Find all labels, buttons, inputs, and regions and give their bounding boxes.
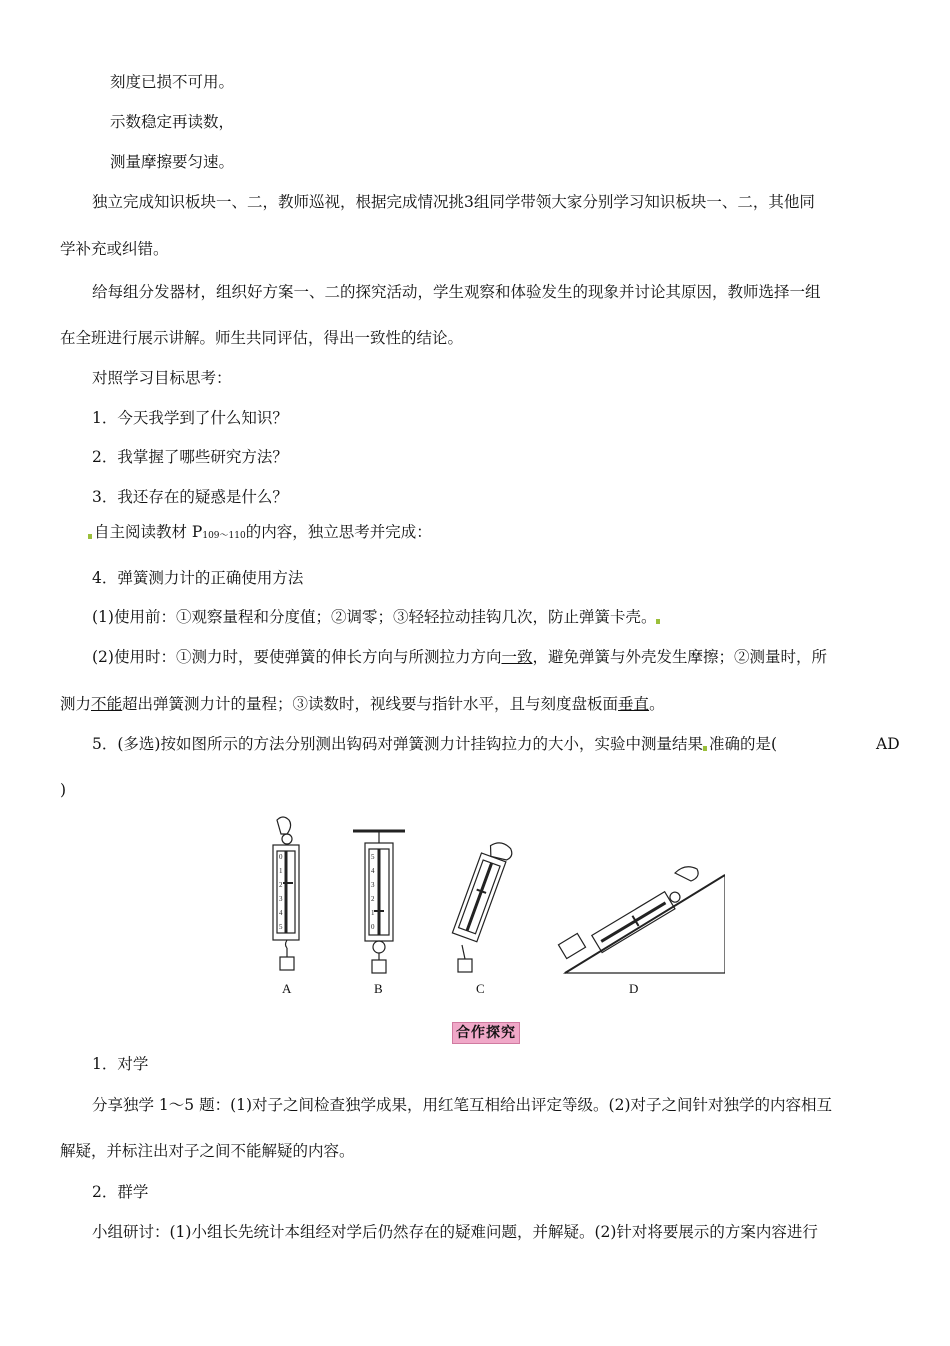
tick-label: 1 <box>371 909 375 917</box>
paragraph-line: 解疑，并标注出对子之间不能解疑的内容。 <box>60 1142 355 1160</box>
scale-a <box>273 817 299 970</box>
paragraph-line: 在全班进行展示讲解。师生共同评估，得出一致性的结论。 <box>60 329 464 347</box>
paragraph-line: 独立完成知识板块一、二，教师巡视，根据完成情况挑3组同学带领大家分别学习知识板块一、二，其他同 <box>92 193 815 211</box>
tick-label: 2 <box>371 895 375 903</box>
answer-blank: 垂直 <box>618 695 650 713</box>
figure-label-c: C <box>476 981 485 996</box>
item-4-heading: 4．弹簧测力计的正确使用方法 <box>92 569 304 587</box>
tick-label: 5 <box>279 923 283 931</box>
spring-scale-figure <box>255 815 725 1000</box>
paragraph-line: 给每组分发器材，组织好方案一、二的探究活动，学生观察和体验发生的现象并讨论其原因，教师选择一组 <box>92 283 821 301</box>
text-line: 刻度已损不可用。 <box>110 73 235 91</box>
incline-surface <box>565 875 725 973</box>
block <box>558 933 585 958</box>
paragraph-line: 小组研讨：(1)小组长先统计本组经对学后仍然存在的疑难问题，并解疑。(2)针对将要展示的方案内容进行 <box>92 1223 818 1241</box>
hand-icon <box>277 817 291 834</box>
tick-label: 0 <box>279 853 283 861</box>
page-range: 109～110 <box>202 531 246 541</box>
tick-label: 3 <box>279 895 283 903</box>
spring <box>601 903 665 942</box>
tick-label: 1 <box>279 867 283 875</box>
tick-label: 2 <box>279 881 283 889</box>
text-line: 测量摩擦要匀速。 <box>110 153 235 171</box>
figure-label-b: B <box>374 981 383 996</box>
tick-label: 0 <box>371 923 375 931</box>
spring <box>467 863 492 931</box>
paragraph-line: 分享独学 1～5 题：(1)对子之间检查独学成果，用红笔互相给出评定等级。(2)对子之间针对独学的内容相互 <box>92 1096 832 1114</box>
tick-label: 5 <box>371 853 375 861</box>
weight-block <box>372 960 386 973</box>
ring <box>373 941 385 953</box>
usage-during-line-1: (2)使用时：①测力时，要使弹簧的伸长方向与所测拉力方向一致，避免弹簧与外壳发生摩擦；②测量时，所 <box>92 648 827 666</box>
string <box>462 945 465 959</box>
section-2-heading: 2．群学 <box>92 1183 149 1201</box>
question-3: 3．我还存在的疑惑是什么？ <box>92 488 288 506</box>
question-5: 5．(多选)按如图所示的方法分别测出钩码对弹簧测力计挂钩拉力的大小，实验中测量结果 准确的是( <box>92 735 778 753</box>
ring <box>282 834 292 844</box>
tick-label: 3 <box>371 881 375 889</box>
marker-dot <box>703 746 707 751</box>
usage-before: (1)使用前：①观察量程和分度值；②调零；③轻轻拉动挂钩几次，防止弹簧卡壳。 <box>92 607 662 627</box>
section-badge: 合作探究 <box>452 1022 520 1044</box>
section-1-heading: 1．对学 <box>92 1055 149 1073</box>
figure-label-a: A <box>282 981 292 996</box>
usage-during-line-2: 测力不能超出弹簧测力计的量程；③读数时，视线要与指针水平，且与刻度盘板面垂直。 <box>60 695 665 713</box>
weight-block <box>280 957 294 970</box>
scale-c <box>452 838 514 943</box>
reflection-heading: 对照学习目标思考： <box>92 369 232 387</box>
weight-block <box>458 959 472 972</box>
scale-d <box>558 867 725 973</box>
answer-blank: 一致 <box>501 648 533 666</box>
text-line: 示数稳定再读数， <box>110 113 235 131</box>
scale-b <box>353 831 405 973</box>
question-1: 1．今天我学到了什么知识？ <box>92 409 288 427</box>
question-2: 2．我掌握了哪些研究方法？ <box>92 448 288 466</box>
question-5-close: ) <box>60 781 67 799</box>
tick-label: 4 <box>279 909 283 917</box>
marker-dot <box>656 619 660 624</box>
hand-icon <box>675 867 698 881</box>
reading-instruction: 自主阅读教材 P109～110的内容，独立思考并完成： <box>88 522 432 546</box>
answer-blank: 不能 <box>91 695 123 713</box>
question-5-answer: AD <box>876 735 900 753</box>
figure-label-d: D <box>629 981 639 996</box>
marker-dot <box>88 534 92 539</box>
hook <box>286 940 288 948</box>
tick-label: 4 <box>371 867 375 875</box>
paragraph-line: 学补充或纠错。 <box>60 240 169 258</box>
